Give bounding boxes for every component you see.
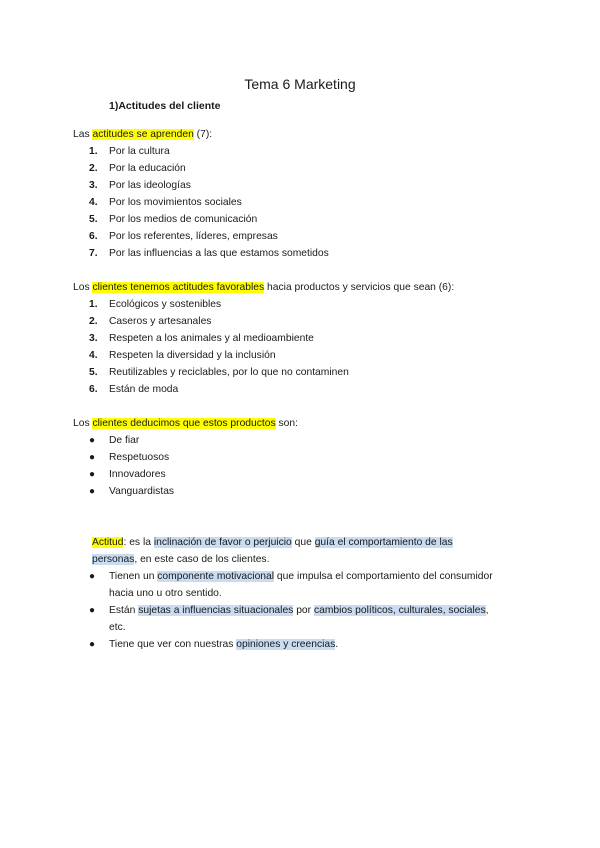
list-item-text: Por las influencias a las que estamos sometidos	[109, 248, 329, 259]
list-item-text: De fiar	[109, 435, 140, 446]
intro-text: Los	[73, 418, 93, 429]
list-item-line	[109, 636, 539, 653]
list-number: 6.	[89, 231, 98, 242]
list-item	[89, 483, 174, 500]
intro-text: Las	[73, 129, 93, 140]
highlight-text: sujetas a influencias situacionales	[138, 605, 294, 616]
list-item-text: Respetuosos	[109, 452, 170, 463]
list-item-text: Por los movimientos sociales	[109, 197, 242, 208]
intro-text: hacia productos y servicios que sean (6):	[264, 282, 455, 293]
list-item	[89, 177, 329, 194]
list-item	[89, 296, 349, 313]
section-heading: 1)Actitudes del cliente	[109, 100, 221, 112]
list-item-text: .	[335, 639, 339, 650]
list-item	[89, 211, 329, 228]
list-item-text: Por los medios de comunicación	[109, 214, 258, 225]
list-item-text: Respeten la diversidad y la inclusión	[109, 350, 276, 361]
list-item-line: etc.	[109, 622, 126, 633]
bullet-icon: ●	[89, 605, 96, 616]
list-item-text: Están de moda	[109, 384, 179, 395]
definition-line	[92, 534, 532, 551]
list-item-line	[109, 568, 539, 585]
list-item-text: Tienen un	[109, 571, 158, 582]
list-item	[89, 347, 349, 364]
bullet-icon: ●	[89, 639, 96, 650]
list-number: 3.	[89, 333, 98, 344]
list-item	[89, 143, 329, 160]
list-item-text: Están	[109, 605, 139, 616]
list-item-text: Por la educación	[109, 163, 186, 174]
definition-line	[92, 551, 532, 568]
definition-text: , en este caso de los clientes.	[134, 554, 270, 565]
highlight-text: guía el comportamiento de las	[314, 537, 453, 548]
list-item-text: Por la cultura	[109, 146, 170, 157]
list-item-text: por	[293, 605, 314, 616]
definition-term: Actitud	[92, 537, 124, 548]
list-number: 5.	[89, 214, 98, 225]
section2-list	[89, 296, 349, 398]
list-item-line: hacia uno u otro sentido.	[109, 588, 222, 599]
list-item	[89, 381, 349, 398]
intro-text: Los	[73, 282, 93, 293]
list-number: 6.	[89, 384, 98, 395]
highlight-text: clientes tenemos actitudes favorables	[92, 282, 265, 293]
bullet-icon: ●	[89, 452, 96, 463]
list-number: 5.	[89, 367, 98, 378]
section1-list	[89, 143, 329, 262]
section3-intro	[73, 415, 298, 432]
list-item-text: Vanguardistas	[109, 486, 175, 497]
list-item	[89, 330, 349, 347]
intro-text: (7):	[193, 129, 213, 140]
list-item-text: ,	[485, 605, 489, 616]
list-item-text: que impulsa el comportamiento del consumidor	[274, 571, 493, 582]
list-item	[89, 636, 539, 653]
list-item	[89, 194, 329, 211]
definition-bullets	[89, 568, 539, 653]
list-item-text: Por los referentes, líderes, empresas	[109, 231, 278, 242]
list-item-text: Caseros y artesanales	[109, 316, 212, 327]
list-number: 7.	[89, 248, 98, 259]
highlight-text: opiniones y creencias	[236, 639, 336, 650]
highlight-text: cambios políticos, culturales, sociales	[313, 605, 486, 616]
list-number: 4.	[89, 350, 98, 361]
list-item	[89, 228, 329, 245]
list-number: 3.	[89, 180, 98, 191]
section2-intro	[73, 279, 454, 296]
list-number: 1.	[89, 299, 98, 310]
list-item-text: Respeten a los animales y al medioambiente	[109, 333, 314, 344]
list-item	[89, 432, 174, 449]
list-item	[89, 245, 329, 262]
list-item-text: Innovadores	[109, 469, 166, 480]
bullet-icon: ●	[89, 435, 96, 446]
list-item-text: Tiene que ver con nuestras	[109, 639, 237, 650]
list-number: 2.	[89, 316, 98, 327]
highlight-text: clientes deducimos que estos productos	[92, 418, 276, 429]
list-item	[89, 364, 349, 381]
section3-list	[89, 432, 174, 500]
definition-paragraph	[92, 534, 532, 568]
intro-text: son:	[275, 418, 298, 429]
definition-text: : es la	[123, 537, 154, 548]
list-number: 4.	[89, 197, 98, 208]
highlight-text: componente motivacional	[157, 571, 275, 582]
list-item	[89, 602, 539, 636]
highlight-text: inclinación de favor o perjuicio	[153, 537, 292, 548]
definition-text: que	[291, 537, 315, 548]
list-item-text: Reutilizables y reciclables, por lo que no contaminen	[109, 367, 349, 378]
list-item	[89, 160, 329, 177]
bullet-icon: ●	[89, 486, 96, 497]
bullet-icon: ●	[89, 469, 96, 480]
list-item-text: Por las ideologías	[109, 180, 191, 191]
section1-intro	[73, 126, 212, 143]
list-item-line	[109, 602, 539, 619]
bullet-icon: ●	[89, 571, 96, 582]
list-number: 2.	[89, 163, 98, 174]
highlight-text: actitudes se aprenden	[92, 129, 194, 140]
list-item-text: Ecológicos y sostenibles	[109, 299, 222, 310]
document-title: Tema 6 Marketing	[244, 76, 356, 92]
list-item	[89, 449, 174, 466]
highlight-text: personas	[92, 554, 135, 565]
list-number: 1.	[89, 146, 98, 157]
list-item	[89, 313, 349, 330]
list-item	[89, 568, 539, 602]
list-item	[89, 466, 174, 483]
